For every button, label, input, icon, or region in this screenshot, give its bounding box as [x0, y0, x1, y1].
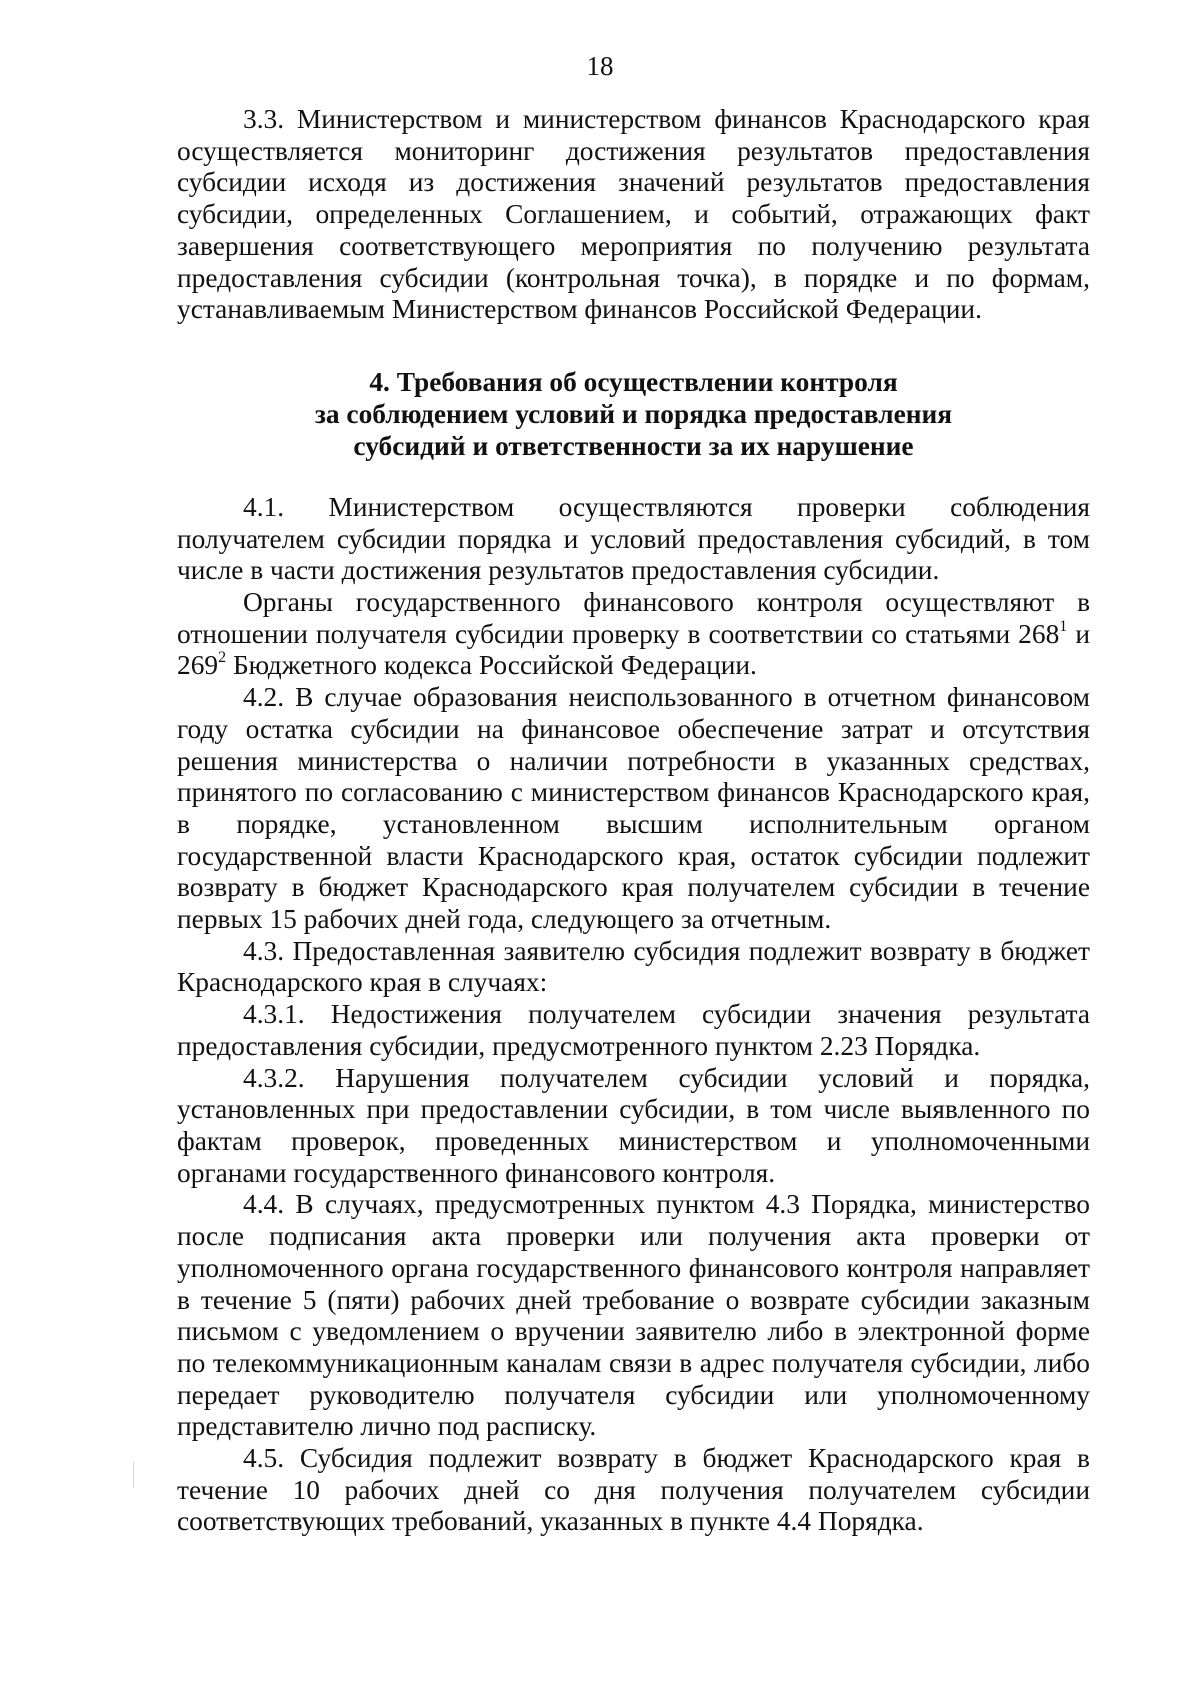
paragraph-4-4: 4.4. В случаях, предусмотренных пунктом 4.3 Порядка, министерство после подписания акта проверки или получения акта проверки от уполномоченного органа государственного финансового контроля направляет в течение 5 (пяти) рабочих дней требование о возврате субсидии заказным письмом с уведомлением о вручении заявителю либо в электронной форме по телекоммуникационным каналам связи в адрес получателя субсидии, либо передает руководителю получателя субсидии или уполномоченному представителю лично под расписку.	[177, 1189, 1090, 1442]
paragraph-4-3-2: 4.3.2. Нарушения получателем субсидии условий и порядка, установленных при предоставлении субсидии, в том числе выявленного по фактам проверок, проведенных министерством и уполномоченными органами государственного финансового контроля.	[177, 1062, 1090, 1188]
control-bodies-text-before: Органы государственного финансового контроля осуществляют в отношении получателя субсидии проверку в соответствии со статьями 268	[177, 587, 1090, 649]
heading-line-2: за соблюдением условий и порядка предоставления	[314, 398, 953, 429]
heading-line-3: субсидий и ответственности за их нарушение	[353, 430, 914, 461]
paragraph-control-bodies	[177, 587, 1090, 682]
document-body	[177, 104, 1090, 1538]
paragraph-4-1: 4.1. Министерством осуществляются проверки соблюдения получателем субсидии порядка и условий предоставления субсидий, в том числе в части достижения результатов предоставления субсидии.	[177, 491, 1090, 586]
paragraph-4-3-1: 4.3.1. Недостижения получателем субсидии значения результата предоставления субсидии, предусмотренного пунктом 2.23 Порядка.	[177, 999, 1090, 1061]
scan-margin-mark	[133, 1462, 134, 1488]
page-number: 18	[586, 51, 614, 81]
heading-line-1: 4. Требования об осуществлении контроля	[369, 366, 898, 397]
paragraph-4-5: 4.5. Субсидия подлежит возврату в бюджет Краснодарского края в течение 10 рабочих дней со дня получения получателем субсидии соответствующих требований, указанных в пункте 4.4 Порядка.	[177, 1443, 1090, 1537]
paragraph-3-3: 3.3. Министерством и министерством финансов Краснодарского края осуществляется мониторинг достижения результатов предоставления субсидии исходя из достижения значений результатов предоставления субсидии, определенных Соглашением, и событий, отражающих факт завершения соответствующего мероприятия по получению результата предоставления субсидии (контрольная точка), в порядке и по формам, устанавливаемым Министерством финансов Российской Федерации.	[177, 104, 1090, 325]
control-bodies-text-after: Бюджетного кодекса Российской Федерации.	[226, 650, 757, 681]
article-268-superscript: 1	[1059, 617, 1068, 635]
control-bodies-text-middle: и 269	[177, 618, 1090, 681]
article-269-superscript: 2	[218, 649, 227, 667]
section-4-heading	[177, 366, 1090, 462]
paragraph-4-3: 4.3. Предоставленная заявителю субсидия подлежит возврату в бюджет Краснодарского края в случаях:	[177, 935, 1090, 998]
paragraph-4-2: 4.2. В случае образования неиспользованного в отчетном финансовом году остатка субсидии на финансовое обеспечение затрат и отсутствия решения министерства о наличии потребности в указанных средствах, принятого по согласованию с министерством финансов Краснодарского края, в порядке, установленном высшим исполнительным органом государственной власти Краснодарского края, остаток субсидии подлежит возврату в бюджет Краснодарского края получателем субсидии в течение первых 15 рабочих дней года, следующего за отчетным.	[177, 682, 1090, 935]
